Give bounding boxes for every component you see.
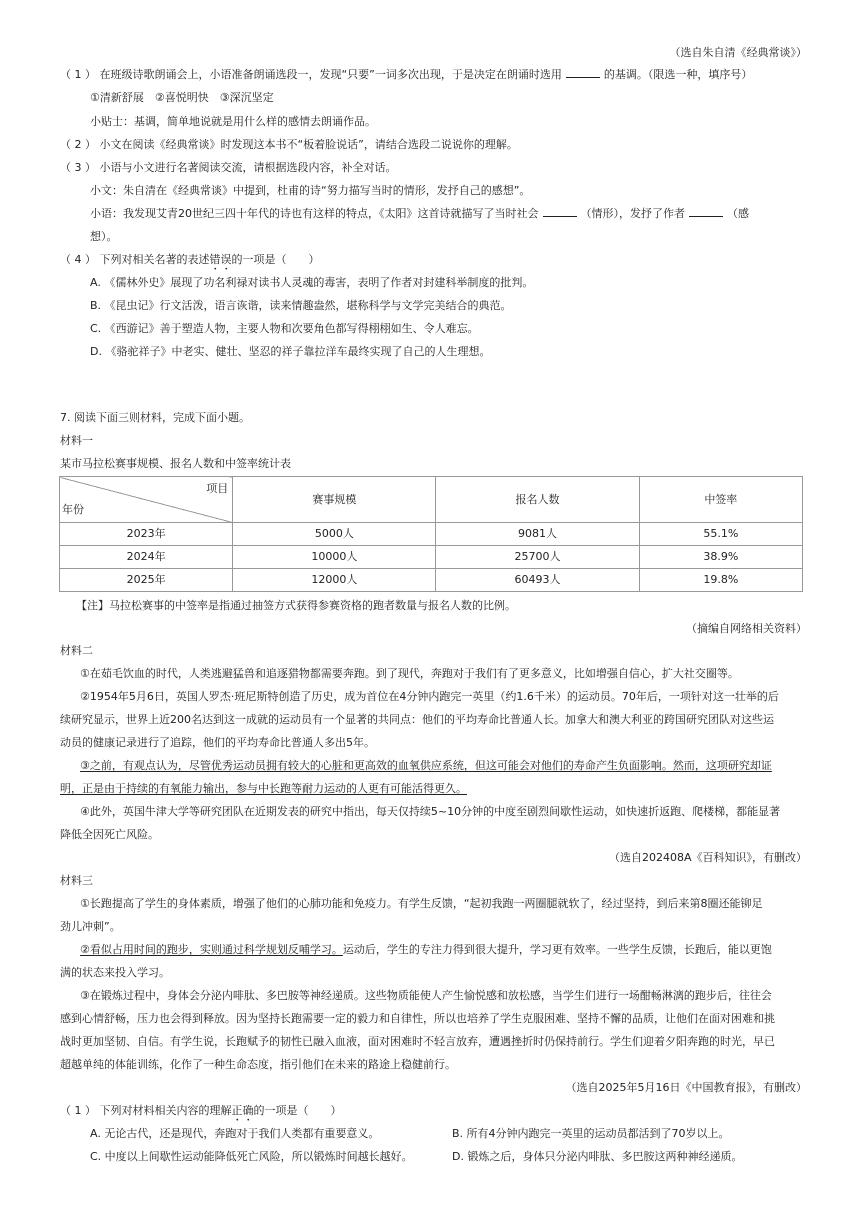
m3-paragraph-2-rest: 运动后，学生的专注力得到很大提升，学习更有效率。一些学生反馈，长跑后，能以更饱 (342, 943, 772, 956)
q6-sub3-dialog-1: 小文：朱自清在《经典常谈》中提到，杜甫的诗“努力描写当时的情形，发抒自己的感想”。 (90, 184, 531, 197)
table-cell: 2023年 (60, 523, 233, 546)
table-title: 某市马拉松赛事规模、报名人数和中签率统计表 (60, 457, 291, 470)
q6-sub4-option-c[interactable]: C. 《西游记》善于塑造人物，主要人物和次要角色都写得栩栩如生、令人难忘。 (90, 322, 479, 335)
table-column-header: 中签率 (639, 477, 802, 523)
q6-sub4-option-d[interactable]: D. 《骆驼祥子》中老实、健壮、坚忍的祥子靠拉洋车最终实现了自己的人生理想。 (90, 345, 491, 358)
header-item: 项目 (206, 482, 229, 495)
m2-paragraph-4-line-2: 降低全因死亡风险。 (60, 828, 159, 841)
table-cell: 5000人 (233, 523, 436, 546)
table-cell: 38.9% (639, 546, 802, 569)
q7-sub1-text-a: （ 1 ） 下列对材料相关内容的理解 (60, 1104, 232, 1117)
m2-paragraph-1: ①在茹毛饮血的时代，人类逃避猛兽和追逐猎物都需要奔跑。到了现代，奔跑对于我们有了更多意义，比如增强自信心，扩大社交圈等。 (80, 667, 739, 680)
material-3-label: 材料三 (60, 874, 93, 887)
table-note: 【注】马拉松赛事的中签率是指通过抽签方式获得参赛资格的跑者数量与报名人数的比例。 (76, 599, 516, 612)
q6-sub1-tip: 小贴士：基调，简单地说就是用什么样的感情去朗诵作品。 (90, 115, 376, 128)
q6-sub4-option-b[interactable]: B. 《昆虫记》行文活泼，语言诙谐，读来情趣盎然，堪称科学与文学完美结合的典范。 (90, 299, 512, 312)
underlined-sentence: ②看似占用时间的跑步，实则通过科学规划反哺学习。 (80, 943, 343, 956)
table-column-header: 赛事规模 (233, 477, 436, 523)
m3-paragraph-3-line-2: 感到心情舒畅，压力也会得到释放。因为坚持长跑需要一定的毅力和自律性，所以也培养了学生克服困难、坚持不懈的品质，让他们在面对困难和挑 (60, 1012, 775, 1025)
table-cell: 2025年 (60, 569, 233, 592)
dialog-2-part-a: 小语：我发现艾青20世纪三四十年代的诗也有这样的特点，《太阳》这首诗就描写了当时社会 (90, 207, 539, 220)
m2-paragraph-2-line-2: 续研究显示，世界上近200名达到这一成就的运动员有一个显著的共同点：他们的平均寿命比普通人长。加拿大和澳大利亚的跨国研究团队对这些运 (60, 713, 774, 726)
table-cell: 55.1% (639, 523, 802, 546)
material-2-source: （选自202408A《百科知识》，有删改） (608, 851, 807, 864)
q7-sub1-text-b: 的一项是（ ） (253, 1104, 342, 1117)
answer-blank[interactable] (543, 206, 577, 217)
emphasis-word: 正确 (231, 1104, 254, 1117)
m3-paragraph-3-line-1: ③在锻炼过程中，身体会分泌内啡肽、多巴胺等神经递质。这些物质能使人产生愉悦感和放松感，当学生们进行一场酣畅淋漓的跑步后，往往会 (80, 989, 772, 1002)
m3-paragraph-1-line-1: ①长跑提高了学生的身体素质，增强了他们的心肺功能和免疫力。有学生反馈，“起初我跑一两圈腿就软了，经过坚持，到后来第8圈还能铆足 (80, 897, 763, 910)
table-cell: 60493人 (436, 569, 639, 592)
emphasis-word: 错误 (209, 253, 232, 266)
m3-paragraph-3-line-3: 战时更加坚韧、自信。有学生说，长跑赋予的韧性已融入血液，面对困难时不轻言放弃，遭遇挫折时仍保持前行。学生们迎着夕阳奔跑的时光，早已 (60, 1035, 775, 1048)
q6-sub3: （ 3 ） 小语与小文进行名著阅读交流，请根据选段内容，补全对话。 (60, 161, 397, 174)
table-column-header: 报名人数 (436, 477, 639, 523)
q7-sub1-option-a[interactable]: A. 无论古代，还是现代，奔跑对于我们人类都有重要意义。 (90, 1127, 380, 1140)
header-year: 年份 (62, 503, 84, 516)
table-cell: 25700人 (436, 546, 639, 569)
q6-sub3-dialog-2-cont: 想）。 (90, 230, 118, 243)
q6-sub1-text-a: （ 1 ） 在班级诗歌朗诵会上，小语准备朗诵选段一，发现“只要”一词多次出现，于是决定在朗诵时选用 (60, 68, 562, 81)
table-cell: 2024年 (60, 546, 233, 569)
q7-sub1 (60, 1103, 342, 1124)
q6-sub4-option-a[interactable]: A. 《儒林外史》展现了功名利禄对读书人灵魂的毒害，表明了作者对封建科举制度的批判。 (90, 276, 534, 289)
m2-paragraph-3-line-1: ③之前，有观点认为，尽管优秀运动员拥有较大的心脏和更高效的血氧供应系统，但这可能会对他们的寿命产生负面影响。然而，这项研究却证 (80, 759, 772, 772)
q7-intro: 7. 阅读下面三则材料，完成下面小题。 (60, 411, 250, 424)
dialog-2-part-c: （感 (727, 207, 749, 220)
table-row (60, 569, 803, 592)
dialog-2-part-b: （情形），发抒了作者 (580, 207, 685, 220)
m2-paragraph-2-line-3: 动员的健康记录进行了追踪，他们的平均寿命比普通人多出5年。 (60, 736, 375, 749)
m2-paragraph-4-line-1: ④此外，英国牛津大学等研究团队在近期发表的研究中指出，每天仅持续5~10分钟的中度至剧烈间歇性运动，如快速折返跑、爬楼梯，都能显著 (80, 805, 781, 818)
stats-table (59, 476, 803, 592)
q6-sub1-options: ①清新舒展 ②喜悦明快 ③深沉坚定 (90, 91, 274, 104)
material-1-label: 材料一 (60, 434, 93, 447)
q6-sub2: （ 2 ） 小文在阅读《经典常谈》时发现这本书不“板着脸说话”，请结合选段二说说你的理解。 (60, 138, 518, 151)
m2-paragraph-2-line-1: ②1954年5月6日，英国人罗杰·班尼斯特创造了历史，成为首位在4分钟内跑完一英里（约1.6千米）的运动员。70年后，一项针对这一壮举的后 (80, 690, 779, 703)
source-line-1: （选自朱自清《经典常谈》） (669, 46, 807, 59)
answer-blank[interactable] (566, 67, 600, 78)
q6-sub4 (60, 252, 320, 273)
table-corner-header (60, 477, 233, 523)
m2-paragraph-3-line-2: 明，正是由于持续的有氧能力输出，参与中长跑等耐力运动的人更有可能活得更久。 (60, 782, 467, 795)
q7-sub1-option-c[interactable]: C. 中度以上间歇性运动能降低死亡风险，所以锻炼时间越长越好。 (90, 1150, 413, 1163)
q6-sub4-text-a: （ 4 ） 下列对相关名著的表述 (60, 253, 210, 266)
m3-paragraph-2-line-1 (80, 942, 772, 958)
q6-sub4-text-b: 的一项是（ ） (231, 253, 320, 266)
m3-paragraph-2-line-2: 满的状态来投入学习。 (60, 966, 170, 979)
m3-paragraph-1-line-2: 劲儿冲刺”。 (60, 920, 121, 933)
table-cell: 19.8% (639, 569, 802, 592)
material-1-source: （摘编自网络相关资料） (686, 622, 807, 635)
table-cell: 9081人 (436, 523, 639, 546)
q6-sub1-text-b: 的基调。（限选一种，填序号） (603, 68, 753, 81)
material-2-label: 材料二 (60, 644, 93, 657)
table-cell: 12000人 (233, 569, 436, 592)
answer-blank[interactable] (689, 206, 723, 217)
m3-paragraph-3-line-4: 超越单纯的体能训练，化作了一种生命态度，指引他们在未来的路途上稳健前行。 (60, 1058, 456, 1071)
q7-sub1-option-d[interactable]: D. 锻炼之后，身体只分泌内啡肽、多巴胺这两种神经递质。 (452, 1150, 743, 1163)
table-header-row (60, 477, 803, 523)
table-row (60, 546, 803, 569)
table-cell: 10000人 (233, 546, 436, 569)
q7-sub1-option-b[interactable]: B. 所有4分钟内跑完一英里的运动员都活到了70岁以上。 (452, 1127, 730, 1140)
material-3-source: （选自2025年5月16日《中国教育报》，有删改） (565, 1081, 807, 1094)
q6-sub3-dialog-2 (90, 206, 749, 222)
table-row (60, 523, 803, 546)
q6-sub1 (60, 67, 752, 83)
